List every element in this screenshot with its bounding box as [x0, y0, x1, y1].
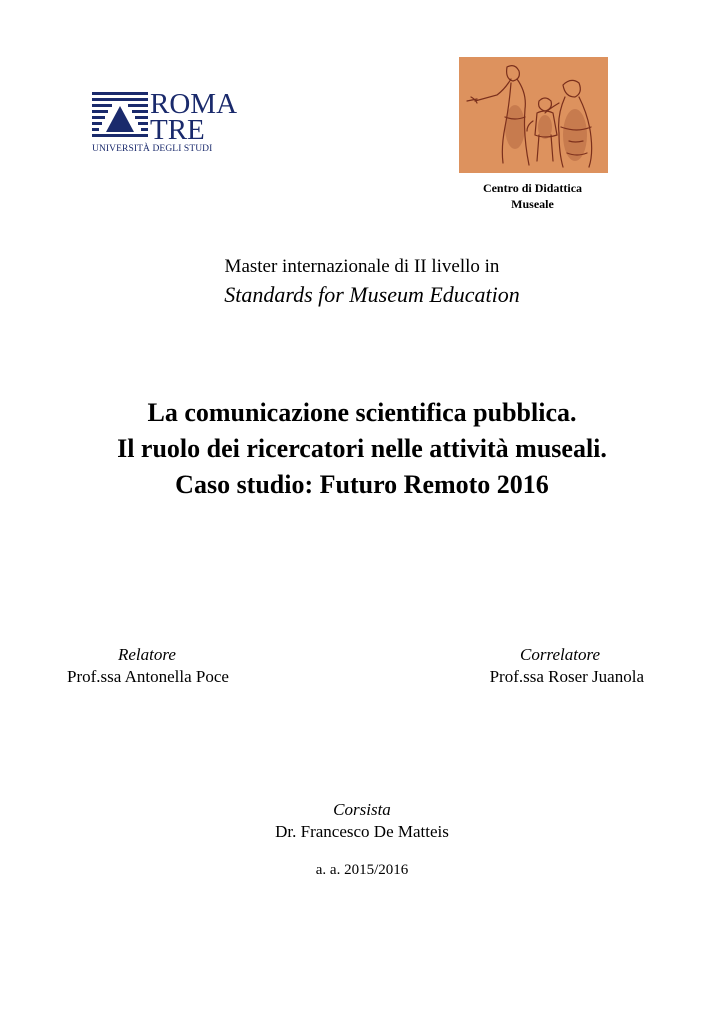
centro-line-1: Centro di Didattica	[482, 181, 583, 195]
logo-word-roma: ROMA	[150, 88, 238, 120]
relatore-label: Relatore	[118, 645, 176, 664]
correlatore-name: Prof.ssa Roser Juanola	[489, 667, 644, 686]
logo-word-tre: TRE	[150, 114, 205, 146]
roma-tre-logo	[92, 88, 238, 156]
corsista-label: Corsista	[333, 800, 391, 819]
correlatore-label: Correlatore	[520, 645, 600, 664]
thesis-title-line-2: Il ruolo dei ricercatori nelle attività museali.	[117, 434, 607, 463]
roma-tre-emblem-icon	[92, 88, 152, 142]
centro-didattica-caption	[445, 180, 620, 212]
corsista-name: Dr. Francesco De Matteis	[275, 822, 449, 841]
museum-sketch-image	[459, 57, 608, 173]
relatore-name: Prof.ssa Antonella Poce	[67, 667, 229, 686]
thesis-title-line-1: La comunicazione scientifica pubblica.	[147, 398, 577, 427]
sketch-drawing-icon	[459, 57, 608, 173]
logo-subtitle: UNIVERSITÀ DEGLI STUDI	[92, 144, 213, 154]
academic-year: a. a. 2015/2016	[315, 862, 409, 878]
master-program-title: Standards for Museum Education	[224, 282, 520, 307]
thesis-title-line-3: Caso studio: Futuro Remoto 2016	[175, 470, 549, 499]
master-line: Master internazionale di II livello in	[224, 256, 500, 277]
centro-line-2: Museale	[511, 197, 554, 211]
